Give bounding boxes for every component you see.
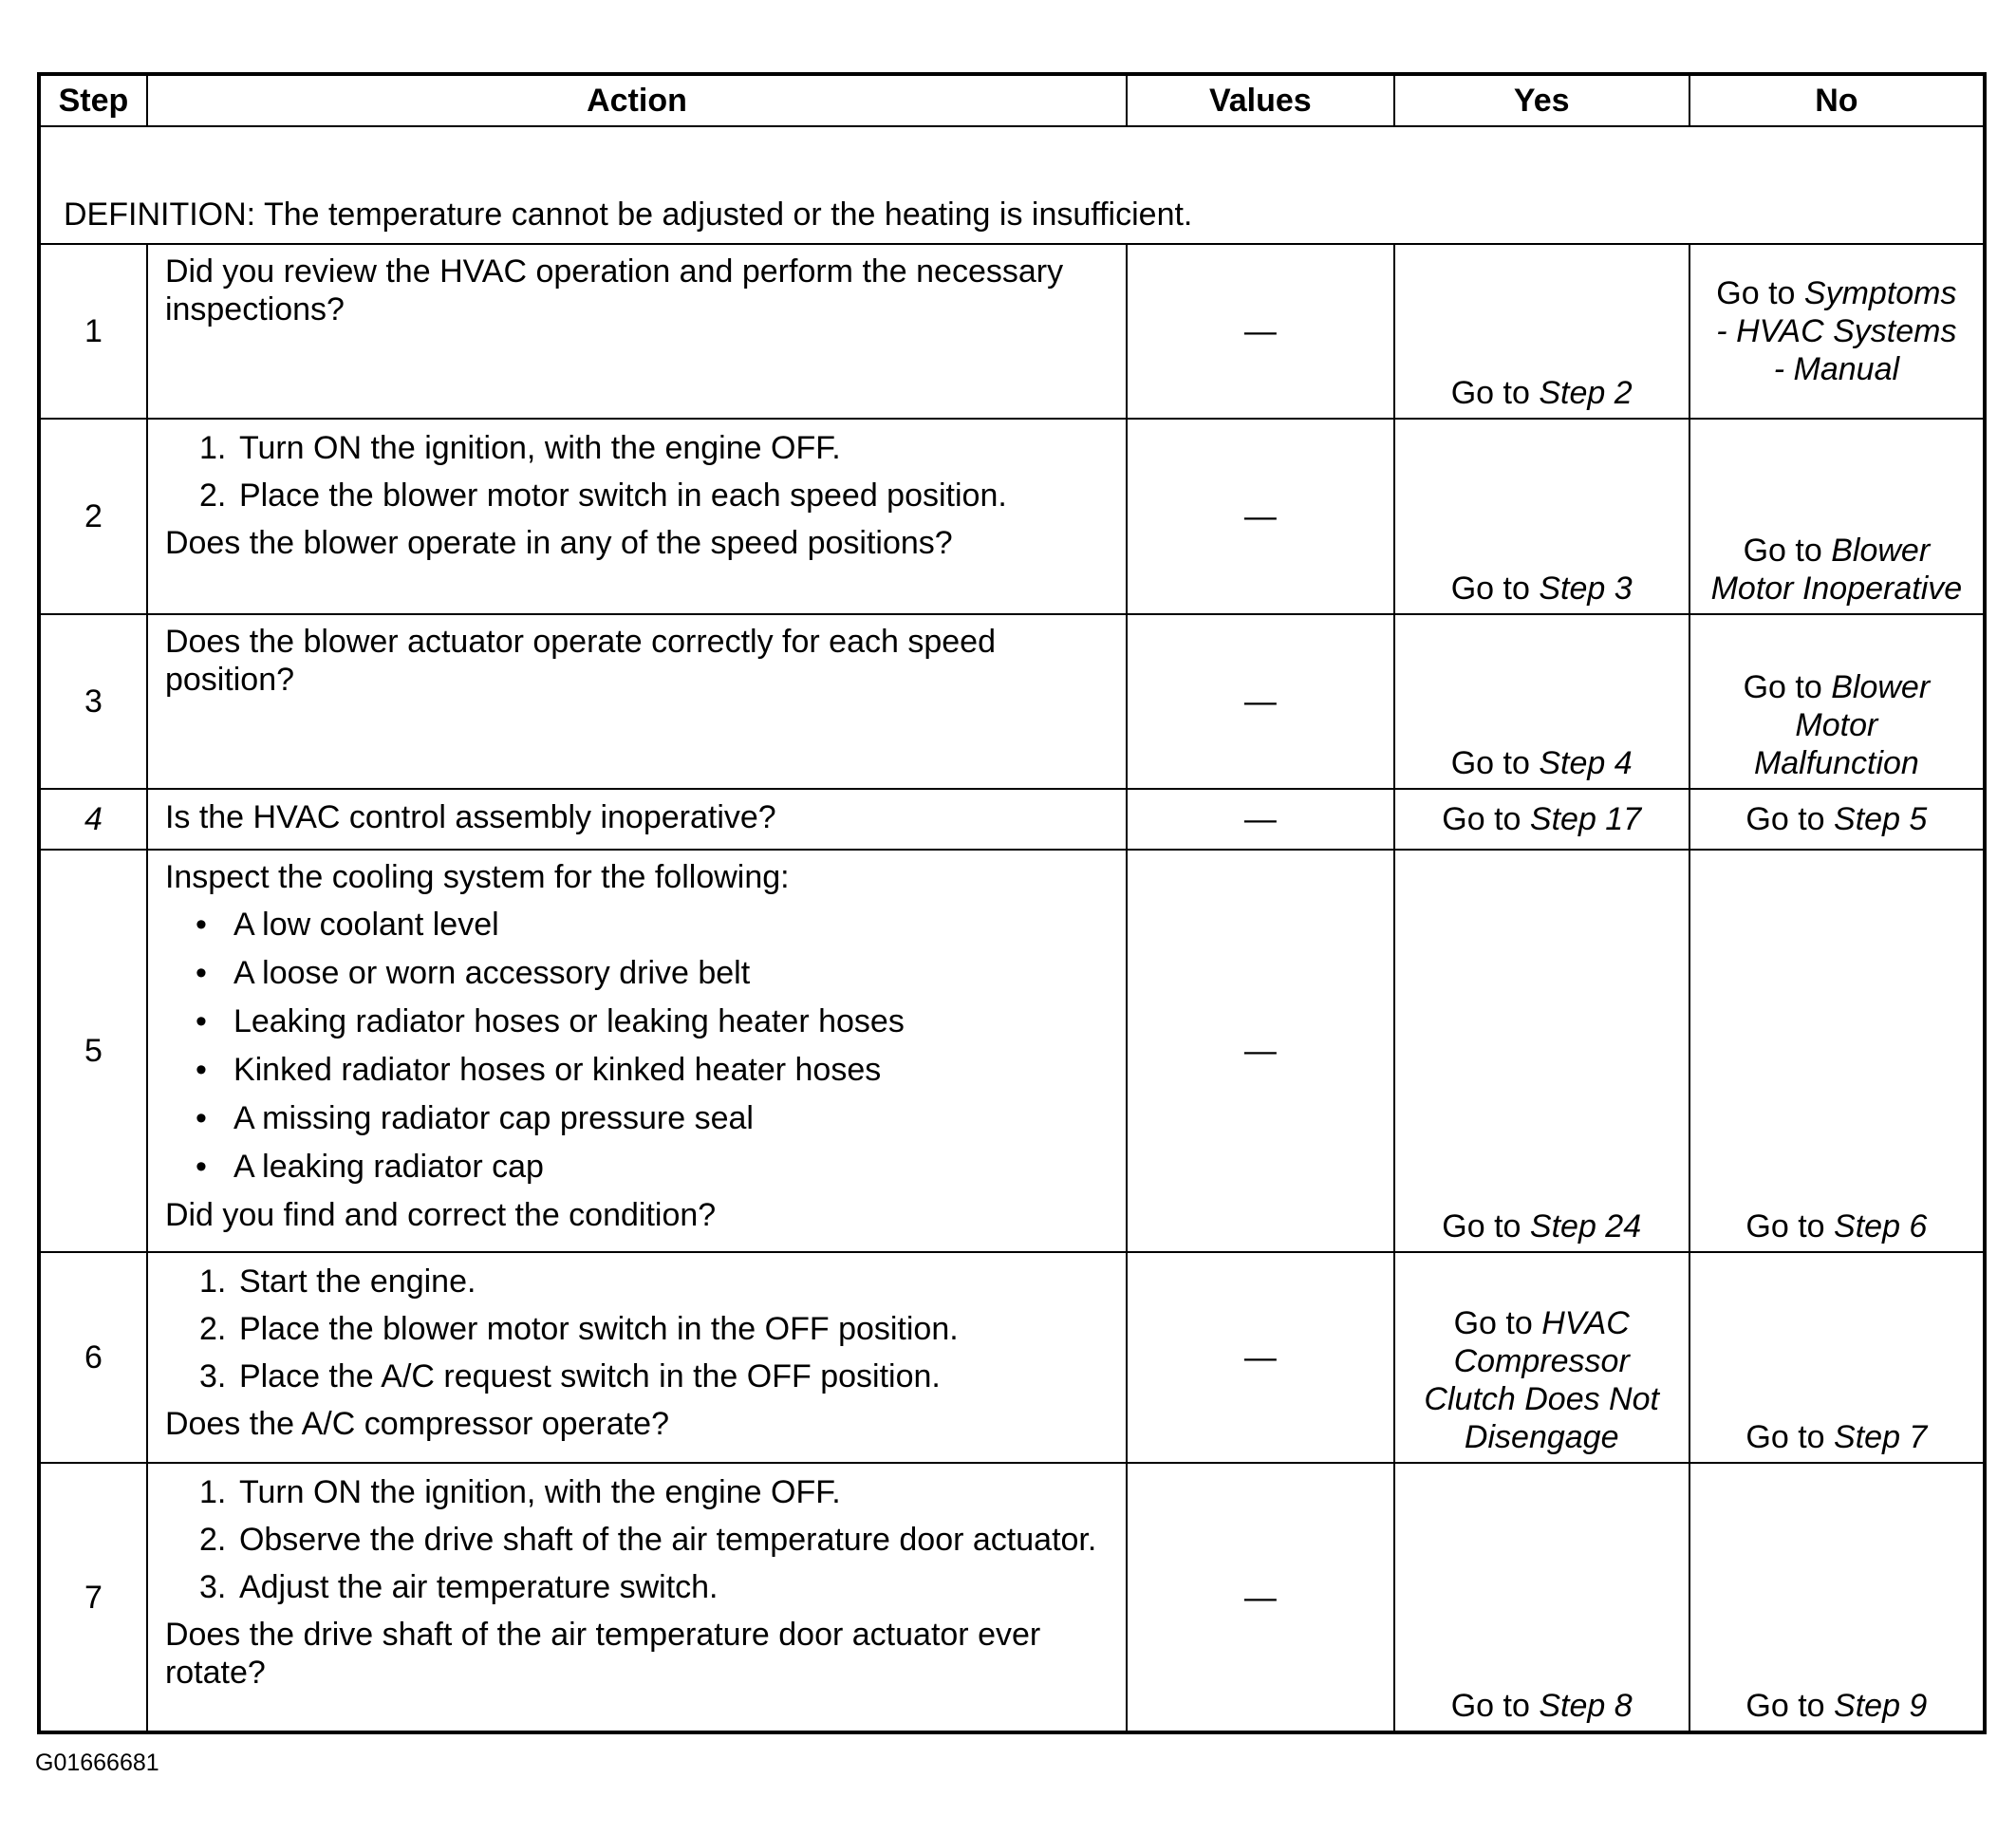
list-text: Place the blower motor switch in each speed position. <box>238 477 1007 514</box>
step-number: 6 <box>39 1252 147 1463</box>
list-text: Turn ON the ignition, with the engine OFF. <box>238 1474 841 1510</box>
go-to-label: Go to <box>1450 745 1530 781</box>
list-item <box>165 1051 1109 1089</box>
no-cell <box>1689 419 1985 614</box>
yes-link[interactable]: Step 4 <box>1539 745 1633 781</box>
no-link[interactable]: Step 5 <box>1834 801 1928 837</box>
yes-cell <box>1394 850 1689 1252</box>
values-cell: — <box>1127 850 1394 1252</box>
yes-link[interactable]: Compressor <box>1453 1343 1630 1379</box>
go-to-label: Go to <box>1745 801 1825 837</box>
no-cell <box>1689 244 1985 419</box>
values-cell: — <box>1127 244 1394 419</box>
table-row <box>39 1252 1985 1463</box>
action-cell <box>147 1252 1127 1463</box>
go-to-label: Go to <box>1716 275 1796 311</box>
yes-link[interactable]: Step 17 <box>1529 801 1642 837</box>
go-to-label: Go to <box>1442 1208 1521 1244</box>
yes-link[interactable]: Step 3 <box>1539 571 1633 607</box>
step-number: 7 <box>39 1463 147 1732</box>
action-intro: Inspect the cooling system for the following: <box>164 859 790 895</box>
bullet-icon: • <box>195 1100 207 1136</box>
no-cell <box>1689 1252 1985 1463</box>
list-item <box>165 1263 1109 1301</box>
step-number: 5 <box>39 850 147 1252</box>
no-link[interactable]: Motor <box>1795 707 1878 743</box>
yes-link[interactable]: Step 8 <box>1539 1688 1633 1724</box>
list-number: 3. <box>198 1358 227 1394</box>
list-item <box>165 477 1109 515</box>
yes-cell <box>1394 1463 1689 1732</box>
list-text: Leaking radiator hoses or leaking heater hoses <box>233 1003 905 1039</box>
step-number: 3 <box>39 614 147 789</box>
no-link[interactable]: Malfunction <box>1753 745 1919 781</box>
list-number: 1. <box>198 1263 227 1300</box>
no-link[interactable]: - HVAC Systems <box>1716 313 1957 349</box>
figure-id: G01666681 <box>35 1750 159 1776</box>
no-cell <box>1689 789 1985 850</box>
list-item <box>165 1148 1109 1186</box>
yes-link[interactable]: Step 24 <box>1529 1208 1642 1244</box>
action-cell <box>147 614 1127 789</box>
list-item <box>165 1473 1109 1511</box>
table-row <box>39 419 1985 614</box>
action-cell <box>147 1463 1127 1732</box>
action-cell <box>147 244 1127 419</box>
list-number: 3. <box>198 1569 227 1605</box>
yes-cell <box>1394 614 1689 789</box>
list-text: Start the engine. <box>238 1263 476 1300</box>
action-text: Is the HVAC control assembly inoperative? <box>164 799 776 835</box>
values-cell: — <box>1127 1252 1394 1463</box>
action-question: Did you find and correct the condition? <box>164 1197 717 1233</box>
header-action: Action <box>147 74 1127 126</box>
yes-link[interactable]: Step 2 <box>1539 375 1633 411</box>
step-number: 1 <box>39 244 147 419</box>
list-item <box>165 906 1109 944</box>
go-to-label: Go to <box>1743 533 1822 569</box>
action-question: Does the A/C compressor operate? <box>164 1406 669 1442</box>
list-item <box>165 1568 1109 1606</box>
bullet-list <box>165 906 1109 1186</box>
list-text: A missing radiator cap pressure seal <box>233 1100 754 1136</box>
numbered-list <box>165 1473 1109 1606</box>
list-text: A leaking radiator cap <box>233 1149 544 1185</box>
action-text: Does the blower actuator operate correctly for each speed position? <box>164 624 996 698</box>
bullet-icon: • <box>195 907 207 943</box>
list-item <box>165 1310 1109 1348</box>
yes-cell <box>1394 1252 1689 1463</box>
values-cell: — <box>1127 614 1394 789</box>
no-link[interactable]: Blower <box>1831 669 1931 705</box>
go-to-label: Go to <box>1745 1419 1825 1455</box>
numbered-list <box>165 429 1109 515</box>
yes-link[interactable]: HVAC <box>1541 1305 1630 1341</box>
list-item <box>165 1521 1109 1559</box>
list-item <box>165 1002 1109 1040</box>
table-row <box>39 1463 1985 1732</box>
bullet-icon: • <box>195 1003 207 1039</box>
no-link[interactable]: Step 9 <box>1834 1688 1928 1724</box>
numbered-list <box>165 1263 1109 1395</box>
values-cell: — <box>1127 1463 1394 1732</box>
yes-link[interactable]: Clutch Does Not <box>1424 1381 1659 1417</box>
go-to-label: Go to <box>1450 1688 1530 1724</box>
header-yes: Yes <box>1394 74 1689 126</box>
definition-row <box>39 126 1985 244</box>
go-to-label: Go to <box>1743 669 1822 705</box>
yes-cell <box>1394 419 1689 614</box>
go-to-label: Go to <box>1745 1208 1825 1244</box>
no-link[interactable]: Step 7 <box>1834 1419 1928 1455</box>
go-to-label: Go to <box>1450 375 1530 411</box>
action-text: Did you review the HVAC operation and perform the necessary inspections? <box>164 253 1064 328</box>
list-text: Place the blower motor switch in the OFF position. <box>238 1311 959 1347</box>
list-number: 2. <box>198 1311 227 1347</box>
action-question: Does the blower operate in any of the speed positions? <box>164 525 953 561</box>
list-text: Kinked radiator hoses or kinked heater hoses <box>233 1052 882 1088</box>
no-link[interactable]: Motor Inoperative <box>1710 571 1963 607</box>
action-cell <box>147 419 1127 614</box>
list-text: A low coolant level <box>233 907 499 943</box>
list-text: Adjust the air temperature switch. <box>238 1569 719 1605</box>
list-item <box>165 1357 1109 1395</box>
values-cell: — <box>1127 789 1394 850</box>
no-link[interactable]: Step 6 <box>1834 1208 1928 1244</box>
list-text: Turn ON the ignition, with the engine OFF. <box>238 430 841 466</box>
definition-text: DEFINITION: The temperature cannot be adjusted or the heating is insufficient. <box>39 126 1985 244</box>
go-to-label: Go to <box>1450 571 1530 607</box>
list-number: 1. <box>198 1474 227 1510</box>
table-row <box>39 850 1985 1252</box>
header-row <box>39 74 1985 126</box>
list-number: 2. <box>198 1522 227 1558</box>
header-no: No <box>1689 74 1985 126</box>
bullet-icon: • <box>195 1149 207 1185</box>
list-number: 2. <box>198 477 227 514</box>
header-values: Values <box>1127 74 1394 126</box>
list-item <box>165 1099 1109 1137</box>
bullet-icon: • <box>195 955 207 991</box>
no-link[interactable]: Symptoms <box>1803 275 1957 311</box>
table-row <box>39 789 1985 850</box>
step-number: 2 <box>39 419 147 614</box>
list-text: Observe the drive shaft of the air temperature door actuator. <box>238 1522 1097 1558</box>
list-item <box>165 954 1109 992</box>
diagnostic-table <box>37 72 1987 1734</box>
yes-cell <box>1394 789 1689 850</box>
table-row <box>39 614 1985 789</box>
action-question: Does the drive shaft of the air temperature door actuator ever rotate? <box>164 1617 1041 1691</box>
yes-link[interactable]: Disengage <box>1464 1419 1619 1455</box>
list-number: 1. <box>198 430 227 466</box>
go-to-label: Go to <box>1453 1305 1533 1341</box>
action-cell <box>147 850 1127 1252</box>
no-cell <box>1689 614 1985 789</box>
table-row <box>39 244 1985 419</box>
action-cell <box>147 789 1127 850</box>
no-cell <box>1689 1463 1985 1732</box>
header-step: Step <box>39 74 147 126</box>
yes-cell <box>1394 244 1689 419</box>
bullet-icon: • <box>195 1052 207 1088</box>
list-item <box>165 429 1109 467</box>
no-link[interactable]: - Manual <box>1773 351 1900 387</box>
go-to-label: Go to <box>1745 1688 1825 1724</box>
step-number: 4 <box>39 789 147 850</box>
values-cell: — <box>1127 419 1394 614</box>
go-to-label: Go to <box>1442 801 1521 837</box>
list-text: A loose or worn accessory drive belt <box>233 955 751 991</box>
list-text: Place the A/C request switch in the OFF position. <box>238 1358 941 1394</box>
no-link[interactable]: Blower <box>1831 533 1931 569</box>
no-cell <box>1689 850 1985 1252</box>
